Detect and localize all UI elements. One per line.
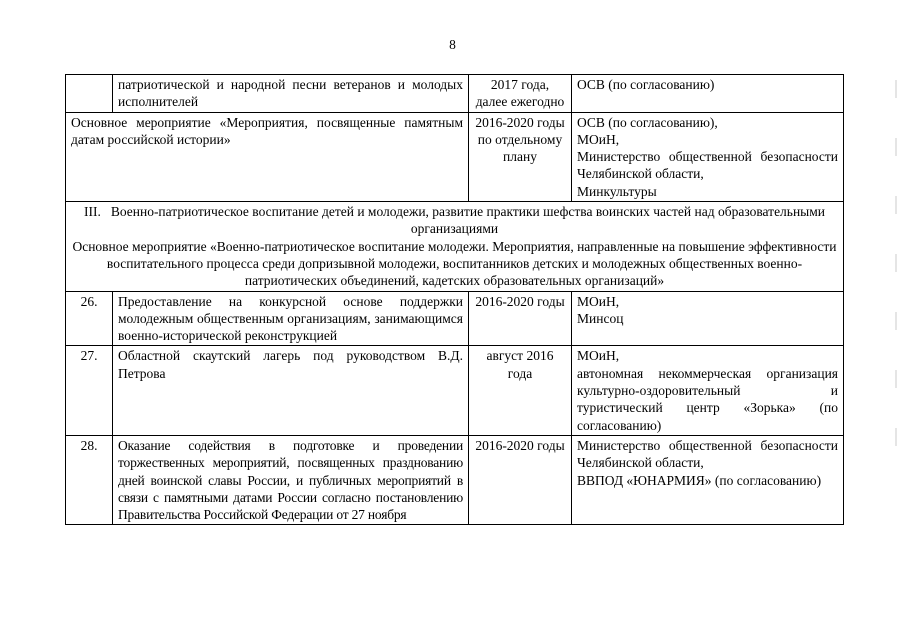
event-term: 2016-2020 годы по отдельному плану bbox=[469, 112, 572, 201]
executor-line: Минкультуры bbox=[577, 183, 657, 199]
event-term: 2016-2020 годы bbox=[469, 291, 572, 346]
row-number bbox=[66, 75, 113, 113]
event-term: 2016-2020 годы bbox=[469, 435, 572, 524]
executor-line: МОиН, bbox=[577, 348, 620, 364]
event-executors bbox=[572, 112, 844, 201]
table-row bbox=[66, 346, 844, 435]
page-number: 8 bbox=[449, 37, 456, 52]
executor-line: МОиН, bbox=[577, 131, 620, 147]
event-name: Областной скаутский лагерь под руководством В.Д. Петрова bbox=[113, 346, 469, 435]
row-number: 27. bbox=[66, 346, 113, 435]
event-name: Предоставление на конкурсной основе поддержки молодежным общественным организациям, занимающимся военно-исторической реконструкцией bbox=[113, 291, 469, 346]
row-number: 26. bbox=[66, 291, 113, 346]
executor-line: Минсоц bbox=[577, 310, 624, 326]
event-executors bbox=[572, 346, 844, 435]
event-name: патриотической и народной песни ветеранов и молодых исполнителей bbox=[113, 75, 469, 113]
section-heading bbox=[66, 202, 844, 291]
executor-line: Министерство общественной безопасности Челябинской области, bbox=[577, 437, 838, 471]
section-main-event: Основное мероприятие «Военно-патриотическое воспитание молодежи. Мероприятия, направленные на повышение эффективности воспитательного процесса среди допризывной молодежи, воспитанников детских и молодежных общественных военно-патриотических объединений, кадетских образовательных организаций» bbox=[72, 238, 837, 289]
events-table bbox=[65, 74, 844, 525]
executor-line: ОСВ (по согласованию), bbox=[577, 114, 718, 130]
section-roman-numeral: III. bbox=[83, 204, 101, 220]
section-title-text: Военно-патриотическое воспитание детей и молодежи, развитие практики шефства воинских частей над образовательными организациями bbox=[110, 204, 826, 237]
section-row bbox=[66, 202, 844, 291]
table-row bbox=[66, 291, 844, 346]
table-row bbox=[66, 112, 844, 201]
row-number: 28. bbox=[66, 435, 113, 524]
table-row bbox=[66, 75, 844, 113]
executor-line: Министерство общественной безопасности Челябинской области, bbox=[577, 149, 838, 182]
event-term: 2017 года, далее ежегодно bbox=[469, 75, 572, 113]
scan-margin-marks bbox=[893, 80, 899, 520]
executor-line: ВВПОД «ЮНАРМИЯ» (по согласованию) bbox=[577, 472, 822, 488]
section-title bbox=[71, 203, 838, 238]
event-executors bbox=[572, 291, 844, 346]
event-term: август 2016 года bbox=[469, 346, 572, 435]
table-row bbox=[66, 435, 844, 524]
event-name: Оказание содействия в подготовке и проведении торжественных мероприятий, посвященных празднованию дней воинской славы России, и публичных мероприятий в связи с памятными датами России согласно постановлению Правительства Российской Федерации от 27 ноября bbox=[113, 435, 469, 524]
main-event-name: Основное мероприятие «Мероприятия, посвященные памятным датам российской истории» bbox=[66, 112, 469, 201]
event-executors bbox=[572, 435, 844, 524]
event-executors: ОСВ (по согласованию) bbox=[572, 75, 844, 113]
executor-line: МОиН, bbox=[577, 293, 620, 309]
executor-line: автономная некоммерческая организация культурно-оздоровительный и туристический центр «Зорька» (по согласованию) bbox=[577, 365, 838, 433]
